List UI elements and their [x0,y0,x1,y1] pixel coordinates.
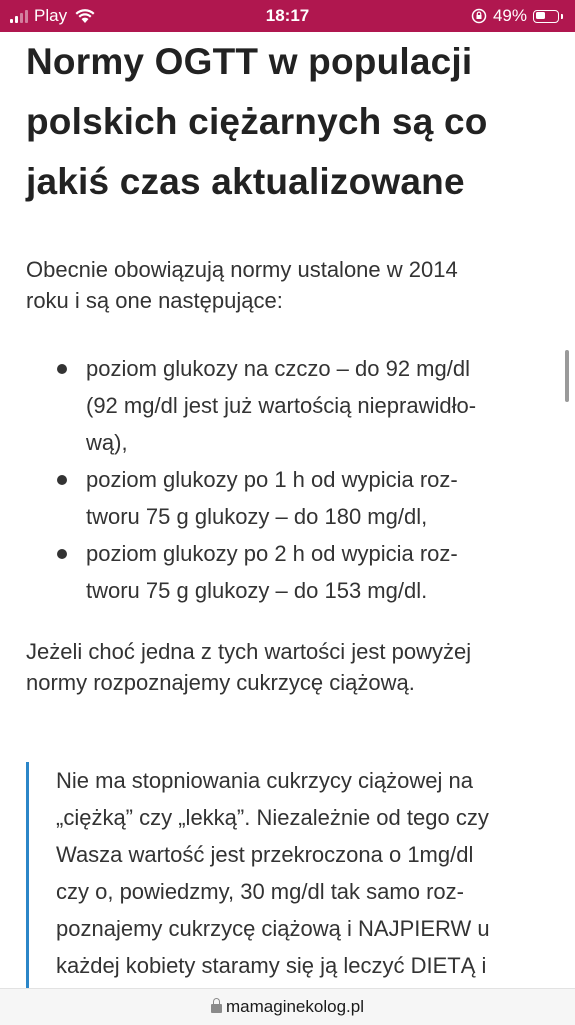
quote-block [26,762,556,1021]
intro-paragraph [26,254,458,316]
quote-line: poznajemy cukrzycę ciążową i NAJPIERW u [56,916,490,941]
quote-text [56,762,556,1021]
quote-line: „ciężką” czy „lekką”. Niezależnie od tego czy [56,805,489,830]
quote-line: każdej kobiety staramy się ją leczyć DIETĄ i [56,953,487,978]
carrier-label: Play [34,6,68,25]
battery-percent: 49% [492,6,527,25]
bullet-icon [57,364,67,374]
diagnosis-paragraph [26,636,471,698]
paragraph-line: normy rozpoznajemy cukrzycę ciążową. [26,670,415,695]
status-right [471,6,563,26]
battery-tip [561,14,563,19]
paragraph-line: roku i są one następujące: [26,288,283,313]
lock-icon [211,1004,222,1013]
article-heading [26,32,546,212]
list-item [26,350,546,461]
quote-line: czy o, powiedzmy, 30 mg/dl tak samo roz- [56,879,464,904]
list-item-line: poziom glukozy po 2 h od wypicia roz- [86,541,458,566]
list-item-line: (92 mg/dl jest już wartością nieprawidło- [86,393,477,418]
list-item-line: poziom glukozy na czczo – do 92 mg/dl [86,356,470,381]
heading-line: jakiś czas aktualizowane [26,161,465,202]
list-item-line: wą), [86,430,128,455]
heading-line: Normy OGTT w populacji [26,41,473,82]
url-text: mamaginekolog.pl [226,997,364,1016]
paragraph-line: Obecnie obowiązują normy ustalone w 2014 [26,257,458,282]
status-bar [0,0,575,32]
rotation-lock-icon [471,8,487,24]
list-item-line: tworu 75 g glukozy – do 180 mg/dl, [86,504,428,529]
quote-line: Nie ma stopniowania cukrzycy ciążowej na [56,768,473,793]
clock: 18:17 [265,6,310,25]
article [26,32,546,978]
paragraph-line: Jeżeli choć jedna z tych wartości jest powyżej [26,639,472,664]
list-item [26,535,546,609]
battery-icon [533,10,559,23]
list-item-line: poziom glukozy po 1 h od wypicia roz- [86,467,458,492]
quote-line: Wasza wartość jest przekroczona o 1mg/dl [56,842,474,867]
norms-list [26,350,546,609]
bullet-icon [57,549,67,559]
bullet-icon [57,475,67,485]
scrollbar[interactable] [565,350,569,402]
heading-line: polskich ciężarnych są co [26,101,488,142]
address-bar[interactable] [0,988,575,1025]
list-item-line: tworu 75 g glukozy – do 153 mg/dl. [86,578,428,603]
list-item [26,461,546,535]
